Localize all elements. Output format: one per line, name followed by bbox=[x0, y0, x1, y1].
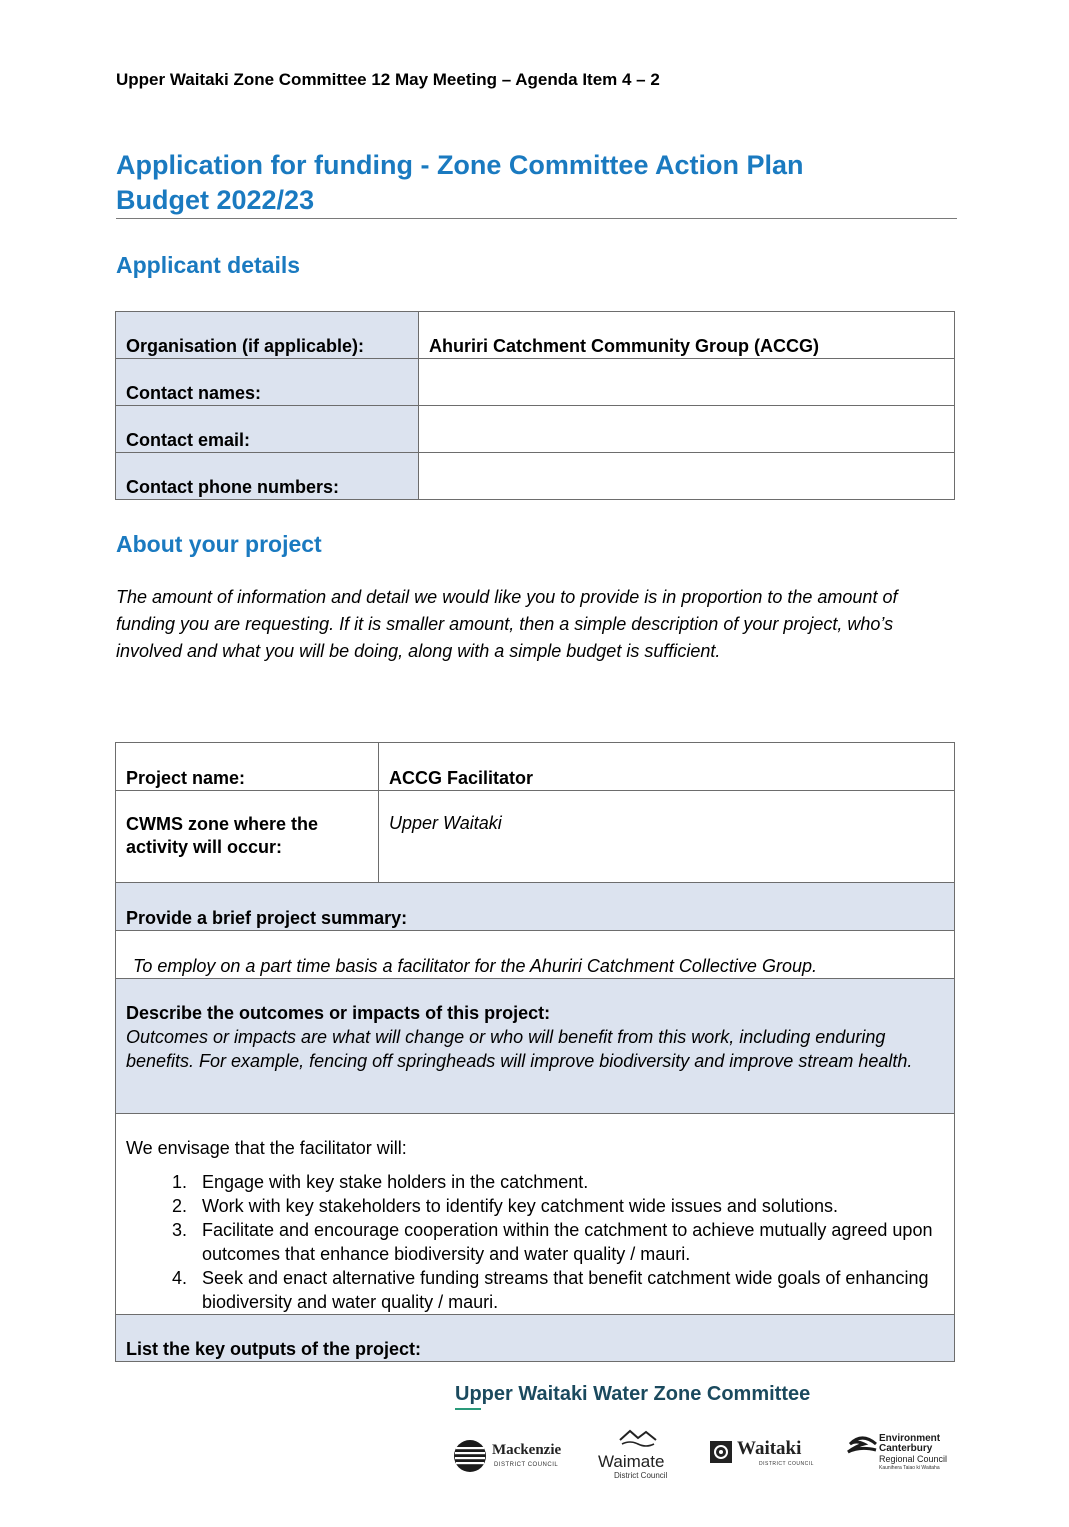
waimate-emblem-icon bbox=[618, 1428, 658, 1448]
table-row bbox=[116, 931, 955, 979]
waimate-sub: District Council bbox=[614, 1471, 668, 1480]
contact-names-label: Contact names: bbox=[116, 359, 419, 406]
project-details-table bbox=[115, 742, 955, 1362]
project-summary-value[interactable]: To employ on a part time basis a facilitator for the Ahuriri Catchment Collective Group. bbox=[116, 931, 955, 979]
outcomes-label: Describe the outcomes or impacts of this project: bbox=[126, 1003, 551, 1023]
organisation-label: Organisation (if applicable): bbox=[116, 312, 419, 359]
document-title-line-1: Application for funding - Zone Committee Action Plan bbox=[116, 150, 804, 180]
table-row bbox=[116, 883, 955, 931]
table-row bbox=[116, 979, 955, 1114]
meeting-header: Upper Waitaki Zone Committee 12 May Meeting – Agenda Item 4 – 2 bbox=[116, 70, 660, 89]
ecan-line-2: Canterbury bbox=[879, 1443, 933, 1454]
mackenzie-logo bbox=[452, 1436, 577, 1476]
contact-phone-value[interactable] bbox=[419, 453, 955, 500]
ecan-line-1: Environment bbox=[879, 1433, 941, 1444]
about-project-heading: About your project bbox=[116, 531, 322, 557]
cwms-zone-label: CWMS zone where the activity will occur: bbox=[116, 791, 379, 883]
waitaki-name: Waitaki bbox=[737, 1438, 802, 1459]
document-title-line-2: Budget 2022/23 bbox=[116, 185, 315, 215]
document-title bbox=[116, 148, 956, 218]
mackenzie-emblem-icon bbox=[452, 1438, 488, 1474]
outcomes-hint: Outcomes or impacts are what will change or who will benefit from this work, including enduring benefits. For example, fencing off springheads will improve biodiversity and improve stream health. bbox=[126, 1027, 913, 1071]
table-row bbox=[116, 312, 955, 359]
project-name-value[interactable]: ACCG Facilitator bbox=[379, 743, 955, 791]
list-item: 1. Engage with key stake holders in the catchment. bbox=[192, 1170, 944, 1194]
organisation-value[interactable]: Ahuriri Catchment Community Group (ACCG) bbox=[419, 312, 955, 359]
waitaki-emblem-icon bbox=[709, 1440, 733, 1464]
outcomes-intro: We envisage that the facilitator will: bbox=[126, 1138, 407, 1158]
ecan-logo bbox=[846, 1434, 958, 1476]
mackenzie-sub: DISTRICT COUNCIL bbox=[494, 1462, 559, 1468]
project-summary-label: Provide a brief project summary: bbox=[116, 883, 955, 931]
applicant-details-heading: Applicant details bbox=[116, 252, 301, 278]
contact-email-label: Contact email: bbox=[116, 406, 419, 453]
list-item: 3. Facilitate and encourage cooperation within the catchment to achieve mutually agreed upon outcomes that enhance biodiversity and water quality / mauri. bbox=[192, 1218, 944, 1266]
contact-names-value[interactable] bbox=[419, 359, 955, 406]
outcomes-list bbox=[126, 1170, 944, 1314]
committee-footer-title: Upper Waitaki Water Zone Committee bbox=[455, 1383, 811, 1405]
waimate-logo bbox=[596, 1428, 686, 1484]
waitaki-logo bbox=[709, 1438, 824, 1474]
cwms-zone-value[interactable]: Upper Waitaki bbox=[379, 791, 955, 883]
list-item: 2. Work with key stakeholders to identify key catchment wide issues and solutions. bbox=[192, 1194, 944, 1218]
contact-email-value[interactable] bbox=[419, 406, 955, 453]
title-divider bbox=[116, 218, 957, 219]
outcomes-body-cell[interactable] bbox=[116, 1114, 955, 1315]
waitaki-sub: DISTRICT COUNCIL bbox=[759, 1461, 814, 1467]
table-row bbox=[116, 743, 955, 791]
outcomes-header-cell bbox=[116, 979, 955, 1114]
table-row bbox=[116, 359, 955, 406]
table-row bbox=[116, 406, 955, 453]
ecan-line-4: Kaunihera Taiao ki Waitaha bbox=[879, 1465, 940, 1471]
ecan-line-3: Regional Council bbox=[879, 1454, 948, 1464]
contact-phone-label: Contact phone numbers: bbox=[116, 453, 419, 500]
footer-accent-rule bbox=[455, 1408, 481, 1410]
project-intro-text: The amount of information and detail we would like you to provide is in proportion to the amount of funding you are requesting. If it is smaller amount, then a simple description of your project, who’s involved and what you will be doing, along with a simple budget is sufficient. bbox=[116, 587, 898, 661]
table-row bbox=[116, 453, 955, 500]
mackenzie-name: Mackenzie bbox=[492, 1442, 562, 1458]
ecan-text bbox=[879, 1434, 940, 1454]
table-row bbox=[116, 1315, 955, 1362]
waimate-name: Waimate bbox=[598, 1452, 665, 1471]
table-row bbox=[116, 1114, 955, 1315]
table-row bbox=[116, 791, 955, 883]
applicant-details-table bbox=[115, 311, 955, 500]
ecan-emblem-icon bbox=[846, 1436, 878, 1458]
key-outputs-label: List the key outputs of the project: bbox=[116, 1315, 955, 1362]
project-name-label: Project name: bbox=[116, 743, 379, 791]
list-item: 4. Seek and enact alternative funding streams that benefit catchment wide goals of enhancing biodiversity and water quality / mauri. bbox=[192, 1266, 944, 1314]
